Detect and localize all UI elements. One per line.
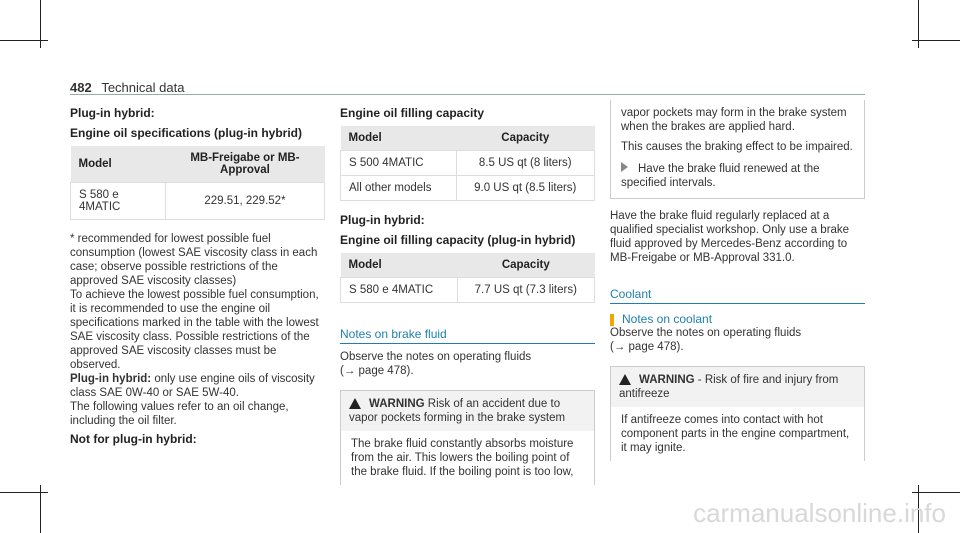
warning-box: WARNING Risk of an accident due to vapor pockets forming in the brake system The brake fluid constantly absorbs moisture from the air. This lowers the boiling point of the brake fluid. If the boiling point is too low, xyxy=(340,390,595,485)
plugin-heading: Plug-in hybrid: xyxy=(340,213,425,227)
observe-text: Observe the notes on operating fluids xyxy=(610,327,802,339)
coolant-section: Coolant xyxy=(610,287,865,304)
watermark: carmanualsonline.info xyxy=(693,498,946,528)
warning-continuation: vapor pockets may form in the brake system when the brakes are applied hard. This causes the braking effect to be impaired. Have the brake fluid renewed at the specified intervals. xyxy=(610,100,865,199)
plugin-capacity-heading: Engine oil filling capacity (plug-in hybrid) xyxy=(340,233,576,247)
plugin-capacity-table: Model Capacity S 580 e 4MATIC 7.7 US qt (7.3 liters) xyxy=(340,253,595,303)
warning-icon xyxy=(349,398,361,409)
page-header xyxy=(70,80,865,95)
paragraph: The following values refer to an oil change, including the oil filter. xyxy=(70,401,289,427)
spec-heading: Engine oil specifications (plug-in hybrid) xyxy=(70,126,303,140)
spec-table xyxy=(70,146,325,220)
table-row: S 500 4MATIC 8.5 US qt (8 liters) xyxy=(341,151,595,176)
page-ref: (→ page 478). xyxy=(340,365,414,377)
action-icon xyxy=(621,162,628,172)
crop-mark xyxy=(40,0,41,48)
column-1 xyxy=(70,106,325,446)
paragraph: Plug-in hybrid: only use engine oils of viscosity class SAE 0W-40 or SAE 5W-40. xyxy=(70,373,315,399)
col-model: Model xyxy=(71,146,166,183)
section-title: Technical data xyxy=(101,80,185,95)
col-approval: MB-Freigabe or MB-Approval xyxy=(165,146,324,183)
crop-mark xyxy=(40,485,41,533)
page-number: 482 xyxy=(70,80,92,95)
table-row: All other models 9.0 US qt (8.5 liters) xyxy=(341,176,595,201)
coolant-notes-heading: Notes on coolant xyxy=(610,312,865,326)
capacity-heading: Engine oil filling capacity xyxy=(340,106,485,120)
crop-mark xyxy=(912,40,960,41)
not-plugin-heading: Not for plug-in hybrid: xyxy=(70,432,197,446)
brake-fluid-section: Notes on brake fluid xyxy=(340,327,595,344)
paragraph: To achieve the lowest possible fuel consumption, it is recommended to use the engine oil specifications marked in the table with the lowest SAE viscosity class. Possible restrictions of the approved SAE viscosity classes must be observed. xyxy=(70,289,319,371)
table-row: S 580 e 4MATIC 229.51, 229.52* xyxy=(71,183,325,220)
note-bar-icon xyxy=(610,314,614,326)
crop-mark xyxy=(918,0,919,48)
observe-text: Observe the notes on operating fluids xyxy=(340,351,532,363)
footnote: * recommended for lowest possible fuel consumption (lowest SAE viscosity class in each case; observe possible restrictions of the approved SAE viscosity classes) xyxy=(70,233,318,287)
column-3 xyxy=(610,100,865,461)
column-2 xyxy=(340,106,595,485)
page-ref: (→ page 478). xyxy=(610,341,684,353)
warning-box-2: WARNING - Risk of fire and injury from antifreeze If antifreeze comes into contact with hot component parts in the engine compartment, it may ignite. xyxy=(610,366,865,461)
warning-icon xyxy=(619,374,631,385)
plugin-heading: Plug-in hybrid: xyxy=(70,106,155,120)
table-row: S 580 e 4MATIC 7.7 US qt (7.3 liters) xyxy=(341,278,595,303)
capacity-table: Model Capacity S 500 4MATIC 8.5 US qt (8 liters) All other models 9.0 US qt (8.5 liters) xyxy=(340,126,595,201)
brake-paragraph: Have the brake fluid regularly replaced at a qualified specialist workshop. Only use a brake fluid approved by Mercedes-Benz according to MB-Freigabe or MB-Approval 331.0. xyxy=(610,210,850,264)
crop-mark xyxy=(912,492,960,493)
